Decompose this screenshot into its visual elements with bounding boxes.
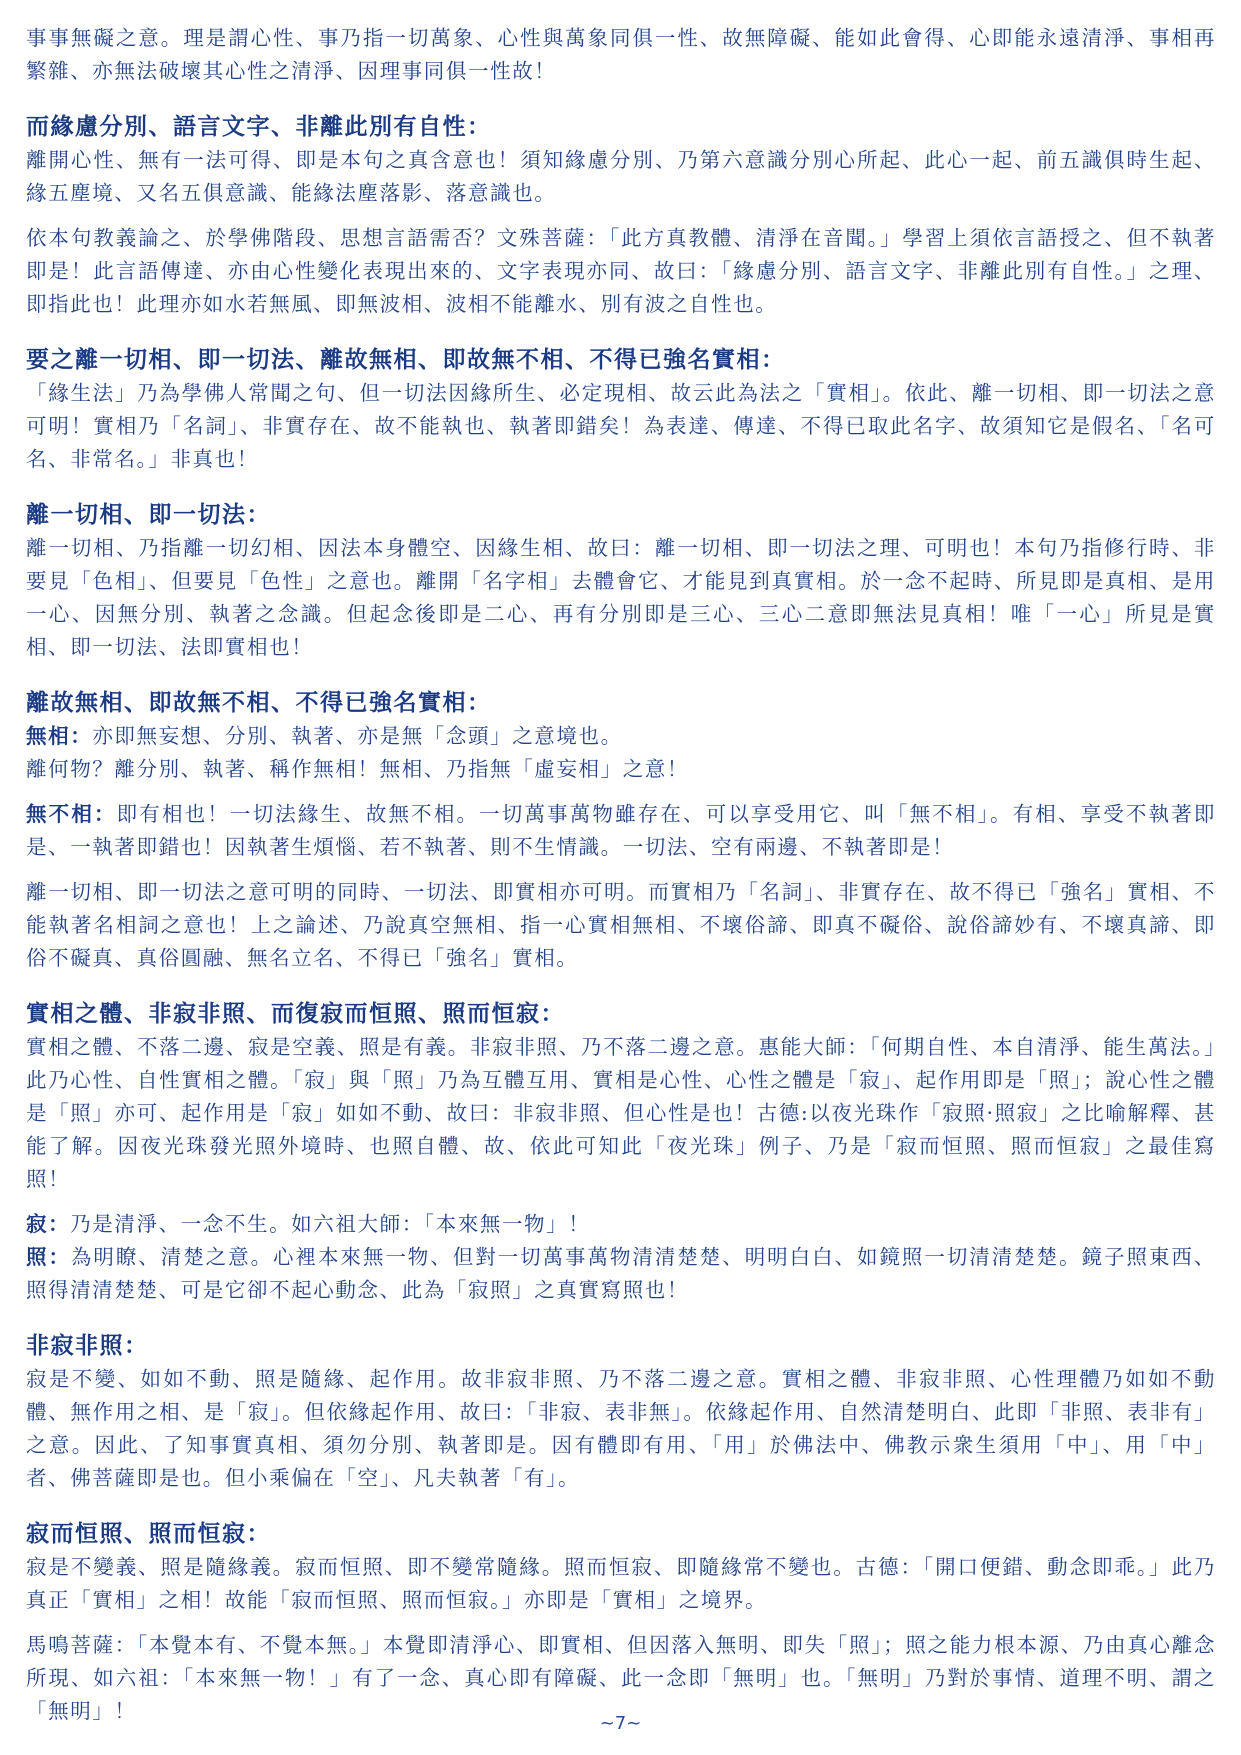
term-text: 為明瞭、清楚之意。心裡本來無一物、但對一切萬事萬物清清楚楚、明明白白、如鏡照一切清清楚楚。鏡子照東西、照得清清楚楚、可是它卻不起心動念、此為「寂照」之真實寫照也！ bbox=[26, 1245, 1216, 1302]
section-heading: 寂而恒照、照而恒寂： bbox=[26, 1520, 271, 1547]
section-liyiqie bbox=[26, 498, 1216, 664]
section-heading: 要之離一切相、即一切法、離故無相、即故無不相、不得已強名實相： bbox=[26, 346, 786, 373]
section-heading: 非寂非照： bbox=[26, 1332, 149, 1359]
paragraph: 依本句教義論之、於學佛階段、思想言語需否？文殊菩薩：「此方真教體、清淨在音聞。」學習上須依言語授之、但不執著即是！此言語傳達、亦由心性變化表現出來的、文字表現亦同、故曰：「緣慮分別、語言文字、非離此別有自性。」之理、即指此也！此理亦如水若無風、即無波相、波相不能離水、別有波之自性也。 bbox=[26, 226, 1216, 316]
paragraph: 寂是不變義、照是隨緣義。寂而恒照、即不變常隨緣。照而恒寂、即隨緣常不變也。古德：「開口便錯、動念即乖。」此乃真正「實相」之相！故能「寂而恒照、照而恒寂。」亦即是「實相」之境界。 bbox=[26, 1555, 1216, 1612]
term-paragraph bbox=[26, 720, 1216, 753]
page-number: ~7~ bbox=[599, 1713, 642, 1734]
term-label: 照： bbox=[26, 1245, 71, 1269]
term-paragraph bbox=[26, 1208, 1216, 1241]
paragraph: 寂是不變、如如不動、照是隨緣、起作用。故非寂非照、乃不落二邊之意。實相之體、非寂非照、心性理體乃如如不動體、無作用之相、是「寂」。但依緣起作用、故曰：「非寂、表非無」。依緣起作用、自然清楚明白、此即「非照、表非有」之意。因此、了知事實真相、須勿分別、執著即是。因有體即有用、「用」於佛法中、佛教示衆生須用「中」、用「中」者、佛菩薩即是也。但小乘偏在「空」、凡夫執著「有」。 bbox=[26, 1367, 1216, 1490]
section-yuanlv bbox=[26, 110, 1216, 321]
term-text: 亦即無妄想、分別、執著、亦是無「念頭」之意境也。 bbox=[92, 724, 623, 748]
paragraph: 馬鳴菩薩：「本覺本有、不覺本無。」本覺即清淨心、即實相、但因落入無明、即失「照」；照之能力根本源、乃由真心離念所現、如六祖：「本來無一物！」有了一念、真心即有障礙、此一念即「無明」也。「無明」乃對於事情、道理不明、謂之「無明」！ bbox=[26, 1633, 1216, 1722]
section-wuxiang bbox=[26, 686, 1216, 975]
term-label: 無不相： bbox=[26, 802, 117, 826]
section-jierhengzhao bbox=[26, 1517, 1216, 1722]
paragraph: 離開心性、無有一法可得、即是本句之真含意也！須知緣慮分別、乃第六意識分別心所起、此心一起、前五識俱時生起、緣五塵境、又名五俱意識、能緣法塵落影、落意識也。 bbox=[26, 148, 1216, 205]
paragraph: 「緣生法」乃為學佛人常聞之句、但一切法因緣所生、必定現相、故云此為法之「實相」。依此、離一切相、即一切法之意可明！實相乃「名詞」、非實存在、故不能執也、執著即錯矣！為表達、傳達、不得已取此名字、故須知它是假名、「名可名、非常名。」非真也！ bbox=[26, 381, 1216, 471]
section-feijifeizhao bbox=[26, 1329, 1216, 1495]
paragraph: 實相之體、不落二邊、寂是空義、照是有義。非寂非照、乃不落二邊之意。惠能大師：「何期自性、本自清淨、能生萬法。」此乃心性、自性實相之體。「寂」與「照」乃為互體互用、實相是心性、心性之體是「寂」、起作用即是「照」；說心性之體是「照」亦可、起作用是「寂」如如不動、故曰：非寂非照、但心性是也！古德:以夜光珠作「寂照·照寂」之比喻解釋、甚能了解。因夜光珠發光照外境時、也照自體、故、依此可知此「夜光珠」例子、乃是「寂而恒照、照而恒寂」之最佳寫照！ bbox=[26, 1035, 1216, 1191]
section-shixiang bbox=[26, 997, 1216, 1307]
paragraph: 離一切相、乃指離一切幻相、因法本身體空、因緣生相、故曰：離一切相、即一切法之理、可明也！本句乃指修行時、非要見「色相」、但要見「色性」之意也。離開「名字相」去體會它、才能見到真實相。於一念不起時、所見即是真相、是用一心、因無分別、執著之念識。但起念後即是二心、再有分別即是三心、三心二意即無法見真相！唯「一心」所見是實相、即一切法、法即實相也！ bbox=[26, 536, 1216, 659]
term-paragraph bbox=[26, 798, 1216, 864]
section-yaozhi bbox=[26, 343, 1216, 476]
paragraph: 事事無礙之意。理是謂心性、事乃指一切萬象、心性與萬象同俱一性、故無障礙、能如此會得、心即能永遠清淨、事相再繁雜、亦無法破壞其心性之清淨、因理事同俱一性故！ bbox=[26, 26, 1216, 83]
section-intro bbox=[26, 22, 1216, 88]
paragraph: 離一切相、即一切法之意可明的同時、一切法、即實相亦可明。而實相乃「名詞」、非實存在、故不得已「強名」實相、不能執著名相詞之意也！上之論述、乃說真空無相、指一心實相無相、不壞俗諦、即真不礙俗、說俗諦妙有、不壞真諦、即俗不礙真、真俗圓融、無名立名、不得已「強名」實相。 bbox=[26, 880, 1216, 970]
section-heading: 離故無相、即故無不相、不得已強名實相： bbox=[26, 689, 492, 716]
term-text: 即有相也！一切法緣生、故無不相。一切萬事萬物雖存在、可以享受用它、叫「無不相」。有相、享受不執著即是、一執著即錯也！因執著生煩惱、若不執著、則不生情識。一切法、空有兩邊、不執著即是！ bbox=[26, 802, 1216, 859]
term-label: 寂： bbox=[26, 1212, 71, 1236]
term-text: 乃是清淨、一念不生。如六祖大師：「本來無一物」！ bbox=[70, 1212, 591, 1236]
paragraph: 離何物？離分別、執著、稱作無相！無相、乃指無「虛妄相」之意！ bbox=[26, 757, 689, 781]
document-page bbox=[26, 22, 1216, 1722]
section-heading: 實相之體、非寂非照、而復寂而恒照、照而恒寂： bbox=[26, 1000, 565, 1027]
term-label: 無相： bbox=[26, 724, 93, 748]
term-paragraph bbox=[26, 1241, 1216, 1307]
section-heading: 離一切相、即一切法： bbox=[26, 501, 271, 528]
section-heading: 而緣慮分別、語言文字、非離此別有自性： bbox=[26, 113, 492, 140]
